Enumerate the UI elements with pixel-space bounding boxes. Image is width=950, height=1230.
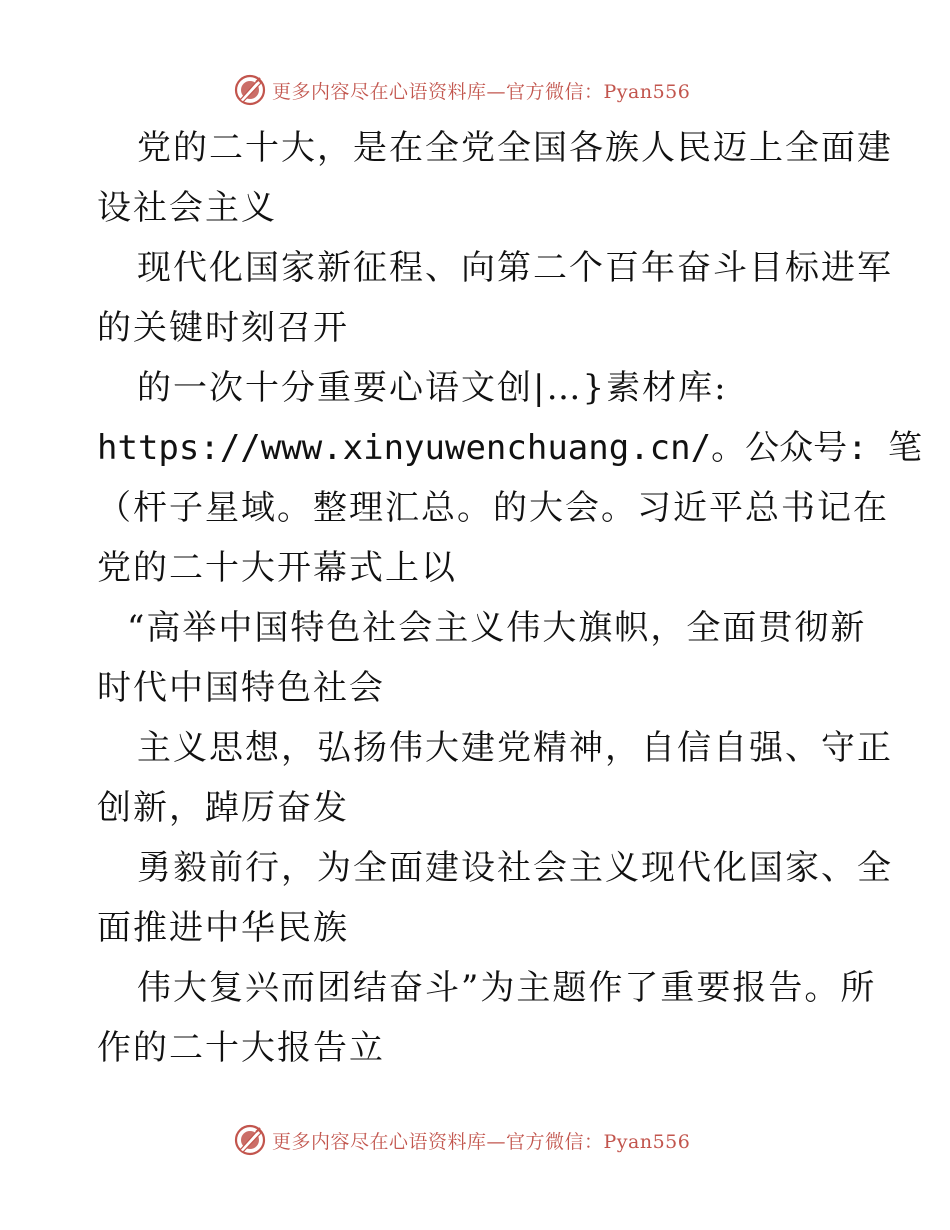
footer-banner xyxy=(234,1123,714,1157)
body-line: 伟大复兴而团结奋斗”为主题作了重要报告。所 xyxy=(137,968,877,1008)
body-line: 主义思想，弘扬伟大建党精神，自信自强、守正 xyxy=(137,728,893,768)
body-line: 的关键时刻召开 xyxy=(97,308,349,348)
body-line: 党的二十大开幕式上以 xyxy=(97,548,457,588)
body-line: 党的二十大，是在全党全国各族人民迈上全面建 xyxy=(137,128,893,168)
body-line: （杆子星域。整理汇总。的大会。习近平总书记在 xyxy=(97,488,889,528)
body-line: 作的二十大报告立 xyxy=(97,1028,385,1068)
document-body xyxy=(97,118,923,1078)
body-line: 时代中国特色社会 xyxy=(97,668,385,708)
body-line: 设社会主义 xyxy=(97,188,277,228)
body-line-url: https://www.xinyuwenchuang.cn/。公众号: 笔 xyxy=(97,428,923,468)
body-line: 的一次十分重要心语文创|…}素材库: xyxy=(137,368,728,408)
body-line: 创新，踔厉奋发 xyxy=(97,788,349,828)
footer-banner-text: 更多内容尽在心语资料库—官方微信：Pyan556 xyxy=(272,1130,691,1153)
body-line: 勇毅前行，为全面建设社会主义现代化国家、全 xyxy=(137,848,893,888)
quill-logo-icon xyxy=(234,74,266,106)
quill-logo-icon xyxy=(234,1124,266,1156)
body-line: 现代化国家新征程、向第二个百年奋斗目标进军 xyxy=(137,248,893,288)
header-banner xyxy=(234,73,714,107)
body-line: 面推进中华民族 xyxy=(97,908,349,948)
header-banner-text: 更多内容尽在心语资料库—官方微信：Pyan556 xyxy=(272,80,691,103)
body-line: “高举中国特色社会主义伟大旗帜，全面贯彻新 xyxy=(127,608,867,648)
